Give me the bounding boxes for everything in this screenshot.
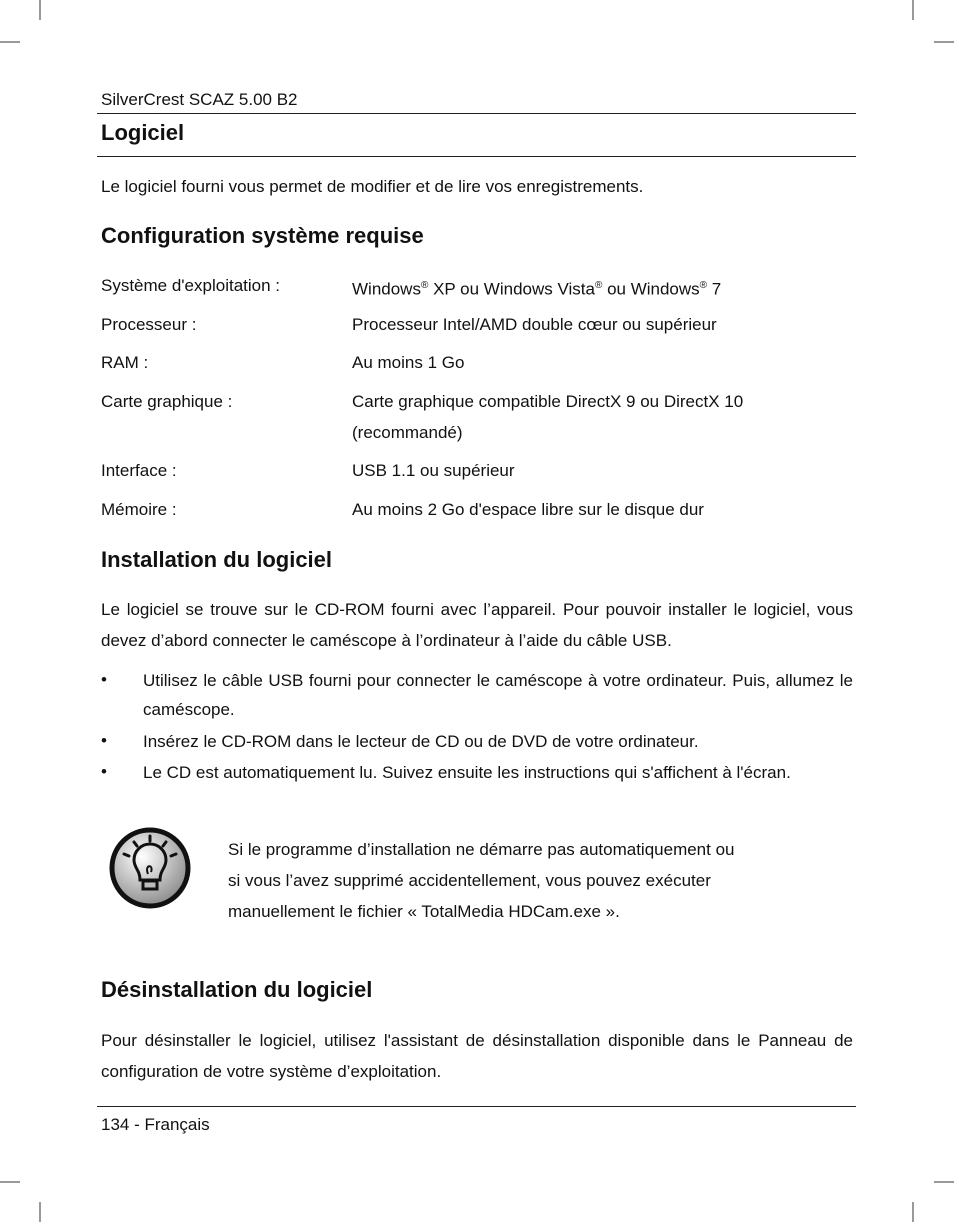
req-label: Mémoire : [101,500,177,519]
req-label: Carte graphique : [101,392,233,411]
bullet-item: Le CD est automatiquement lu. Suivez ensuite les instructions qui s'affichent à l'écran. [143,763,791,782]
divider [97,113,856,114]
crop-mark [912,1202,914,1222]
req-value: Windows® XP ou Windows Vista® ou Windows® 7 [352,279,722,299]
req-value: (recommandé) [352,423,463,442]
note-line: si vous l’avez supprimé accidentellement, vous pouvez exécuter [228,871,711,890]
divider [97,156,856,157]
bullet-item: Insérez le CD-ROM dans le lecteur de CD ou de DVD de votre ordinateur. [143,732,699,751]
crop-mark [39,0,41,20]
note-line: manuellement le fichier « TotalMedia HDCam.exe ». [228,902,620,921]
bullet-icon: • [101,762,107,781]
req-label: RAM : [101,353,149,372]
crop-mark [934,1181,954,1183]
req-value: Carte graphique compatible DirectX 9 ou DirectX 10 [352,392,744,411]
heading-install: Installation du logiciel [101,547,333,572]
bullet-icon: • [101,731,107,750]
divider [97,1106,856,1107]
header-title: SilverCrest SCAZ 5.00 B2 [101,90,298,109]
req-label: Interface : [101,461,177,480]
crop-mark [934,41,954,43]
lightbulb-icon [108,826,192,910]
req-value: Au moins 2 Go d'espace libre sur le disque dur [352,500,704,519]
req-label: Processeur : [101,315,197,334]
software-text: Le logiciel fourni vous permet de modifier et de lire vos enregistrements. [101,177,644,196]
uninstall-text: Pour désinstaller le logiciel, utilisez l'assistant de désinstallation disponible dans le Panneau de configuration de votre système d’exploitation. [101,1031,853,1081]
page-number: 134 - Français [101,1115,210,1134]
crop-mark [0,41,20,43]
note-text [228,834,735,927]
heading-software: Logiciel [101,120,185,145]
install-text: Le logiciel se trouve sur le CD-ROM fourni avec l’appareil. Pour pouvoir installer le logiciel, vous devez d’abord connecter le caméscope à l’ordinateur à l’aide du câble USB. [101,600,853,650]
crop-mark [39,1202,41,1222]
bullet-icon: • [101,670,107,689]
req-value: Processeur Intel/AMD double cœur ou supérieur [352,315,717,334]
req-value: Au moins 1 Go [352,353,465,372]
heading-requirements: Configuration système requise [101,223,424,248]
bullet-item: Utilisez le câble USB fourni pour connecter le caméscope à votre ordinateur. Puis, allumez le caméscope. [143,671,853,719]
note-line: Si le programme d’installation ne démarre pas automatiquement ou [228,840,735,859]
req-label: Système d'exploitation : [101,276,281,295]
crop-mark [0,1181,20,1183]
req-value: USB 1.1 ou supérieur [352,461,515,480]
crop-mark [912,0,914,20]
heading-uninstall: Désinstallation du logiciel [101,977,373,1002]
